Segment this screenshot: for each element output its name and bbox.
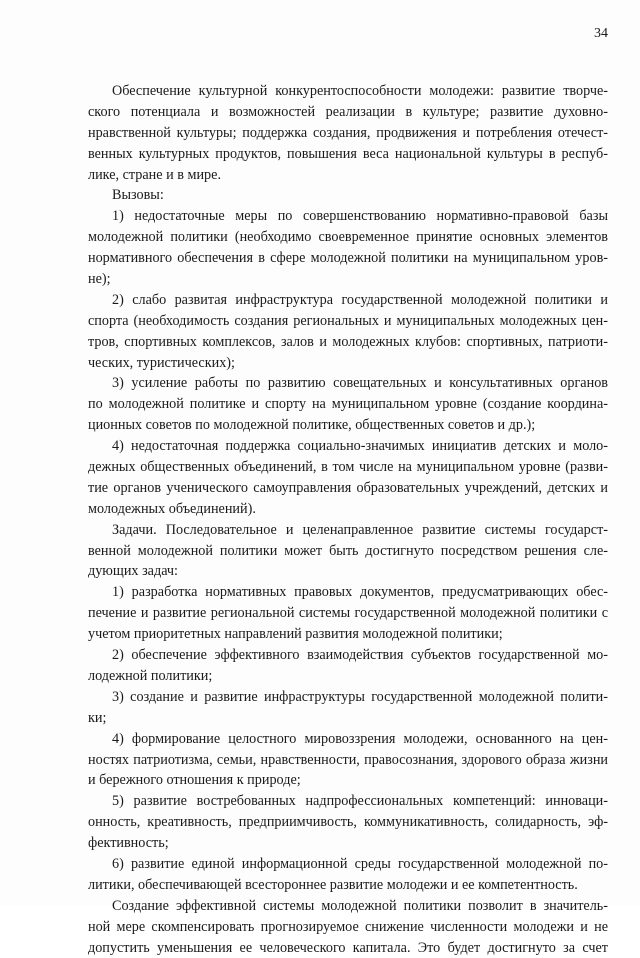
text-line: 2) обеспечение эффективного взаимодействия субъектов государственной мо-: [112, 647, 608, 664]
text-line: литики, обеспечивающей всестороннее развитие молодежи и ее компетентность.: [88, 876, 578, 893]
text-line: нравственной культуры; поддержка создания, продвижения и потребления отечест-: [88, 124, 608, 141]
text-line: дующих задач:: [88, 563, 178, 580]
body-text: [88, 81, 608, 958]
text-line: Обеспечение культурной конкурентоспособности молодежи: развитие творче-: [112, 83, 608, 99]
text-line: учетом приоритетных направлений развития молодежной политики;: [88, 626, 503, 643]
text-line: ки;: [88, 709, 107, 726]
text-line: Задачи. Последовательное и целенаправленное развитие системы государст-: [112, 521, 608, 538]
text-line: 1) недостаточные меры по совершенствованию нормативно-правовой базы: [112, 208, 608, 225]
page-number: 34: [594, 26, 608, 41]
text-line: печение и развитие региональной системы государственной молодежной политики с: [88, 605, 608, 622]
text-line: тие органов ученического самоуправления образовательных учреждений, детских и: [88, 479, 608, 496]
text-line: Создание эффективной системы молодежной политики позволит в значитель-: [112, 897, 608, 914]
text-line: спорта (необходимость создания региональных и муниципальных молодежных цен-: [88, 312, 608, 329]
text-line: фективность;: [88, 835, 169, 852]
text-line: не);: [88, 271, 111, 288]
text-line: 4) недостаточная поддержка социально-значимых инициатив детских и моло-: [112, 438, 608, 455]
text-line: онность, креативность, предприимчивость, коммуникативность, солидарность, эф-: [88, 814, 608, 831]
text-line: венных культурных продуктов, повышения веса национальной культуры в респуб-: [88, 145, 608, 162]
text-line: дежных общественных объединений, в том числе на муниципальном уровне (разви-: [88, 459, 608, 476]
text-line: 3) создание и развитие инфраструктуры государственной молодежной полити-: [112, 688, 608, 705]
text-line: 4) формирование целостного мировоззрения молодежи, основанного на цен-: [112, 730, 608, 747]
text-line: тров, спортивных комплексов, залов и молодежных клубов: спортивных, патриоти-: [88, 333, 608, 350]
text-line: лике, стране и в мире.: [88, 166, 221, 183]
text-line: 1) разработка нормативных правовых документов, предусматривающих обес-: [112, 584, 608, 601]
text-line: ционных советов по молодежной политике, общественных советов и др.);: [88, 417, 536, 434]
text-line: молодежных объединений).: [88, 500, 256, 517]
text-line: допустить уменьшения ее человеческого капитала. Это будет достигнуто за счет: [88, 939, 608, 956]
text-line: по молодежной политике и спорту на муниципальном уровне (создание координа-: [88, 396, 608, 413]
text-line: ского потенциала и возможностей реализации в культуре; развитие духовно-: [88, 103, 608, 120]
text-line: 5) развитие востребованных надпрофессиональных компетенций: инноваци-: [112, 793, 608, 810]
text-line: молодежной политики (необходимо своевременное принятие основных элементов: [88, 229, 608, 246]
text-line: венной молодежной политики может быть достигнуто посредством решения сле-: [88, 542, 608, 559]
text-line: лодежной политики;: [88, 667, 213, 684]
text-line: 3) усиление работы по развитию совещательных и консультативных органов: [112, 375, 608, 392]
text-line: Вызовы:: [112, 187, 164, 204]
text-line: 2) слабо развитая инфраструктура государственной молодежной политики и: [112, 291, 608, 308]
text-line: нормативного обеспечения в сфере молодежной политики на муниципальном уров-: [88, 250, 608, 267]
text-line: ческих, туристических);: [88, 354, 235, 371]
text-line: ной мере скомпенсировать прогнозируемое снижение численности молодежи и не: [88, 918, 608, 935]
text-line: ностях патриотизма, семьи, нравственности, правосознания, здорового образа жизни: [88, 751, 608, 768]
text-line: 6) развитие единой информационной среды государственной молодежной по-: [112, 855, 608, 872]
text-line: и бережного отношения к природе;: [88, 772, 301, 789]
